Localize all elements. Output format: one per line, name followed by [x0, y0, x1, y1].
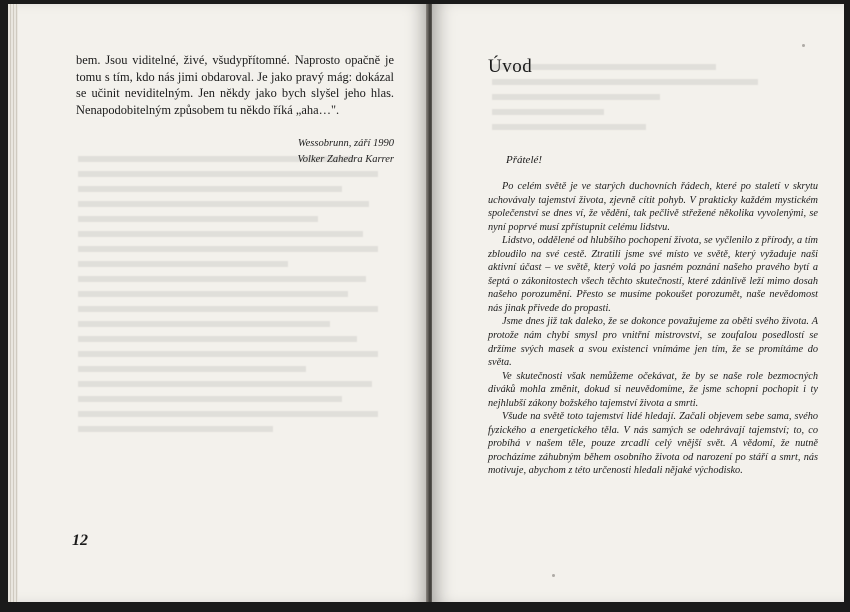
greeting: Přátelé!: [506, 154, 543, 166]
show-through-text: [492, 64, 772, 139]
page-number: 12: [72, 532, 88, 549]
author-name: Volker Zahedra Karrer: [297, 154, 394, 165]
body-paragraph: Jsme dnes již tak daleko, že se dokonce považujeme za oběti svého života. A protože nám chybí smysl pro vnitřní mistrovství, se zoufalou posedlostí se držíme svých masek a svou existenci vnímáme jen tím, že se promítáme do světa.: [488, 316, 818, 369]
signature-block: [298, 136, 394, 168]
page-edges: [8, 4, 18, 602]
book-spread: [8, 4, 844, 602]
body-paragraph: Lidstvo, oddělené od hlubšího pochopení života, se vyčlenilo z přírody, a tím zbloudilo na své cestě. Ztratili jsme své místo ve světě, který vyžaduje naši aktivní účast – ve světě, který volá po jasném poznání našeho pravého bytí a šeptá o zákonitostech všech těchto skutečností, které zdánlivě leží mimo dosah našeho porozumění. Přesto se musíme pokoušet porozumět, naše nevědomost nás jinak přivede do propasti.: [488, 235, 818, 314]
body-paragraph: Všude na světě toto tajemství lidé hledají. Začali objevem sebe sama, svého fyzického a energetického těla. V nás samých se odehrávají tajemství; to, co probíhá v našem těle, pouze zrcadlí celý vnější svět. A vědomí, že nutně procházíme záhubným během osobního života od narození po stáří a smrt, nás motivuje, abychom z této určenosti hledali nějaké východisko.: [488, 411, 818, 477]
left-paragraph: bem. Jsou viditelné, živé, všudypřítomné. Naprosto opačně je tomu s tím, kdo nás jimi obdaroval. Je jako pravý mág: dokázal se učinit neviditelným. Jen někdy jako bych slyšel jeho hlas. Nenapodobitelným způsobem tu někdo říká „aha…".: [76, 53, 394, 117]
left-page: [8, 4, 428, 602]
right-page-text: [488, 180, 818, 478]
body-paragraph: Ve skutečnosti však nemůžeme očekávat, že by se naše role bezmocných diváků mohla změnit, dokud si neuvědomíme, že jsme schopni pochopit i ty nejhlubší zákony božského tajemství života a smrti.: [488, 370, 818, 409]
chapter-title: Úvod: [488, 56, 533, 77]
show-through-text: [78, 156, 378, 441]
place-date: Wessobrunn, září 1990: [297, 138, 394, 149]
body-paragraph: Po celém světě je ve starých duchovních řádech, které po staletí v skrytu uchovávaly tajemství života, zjevně cítit pohyb. V prakticky každém mystickém společenství se dnes ví, že vědění, tak pečlivě střežené několika vyvolenými, se nyní poprvé musí zpřístupnit celému lidstvu.: [488, 181, 818, 233]
right-page: [432, 4, 844, 602]
left-page-text: [76, 52, 394, 118]
